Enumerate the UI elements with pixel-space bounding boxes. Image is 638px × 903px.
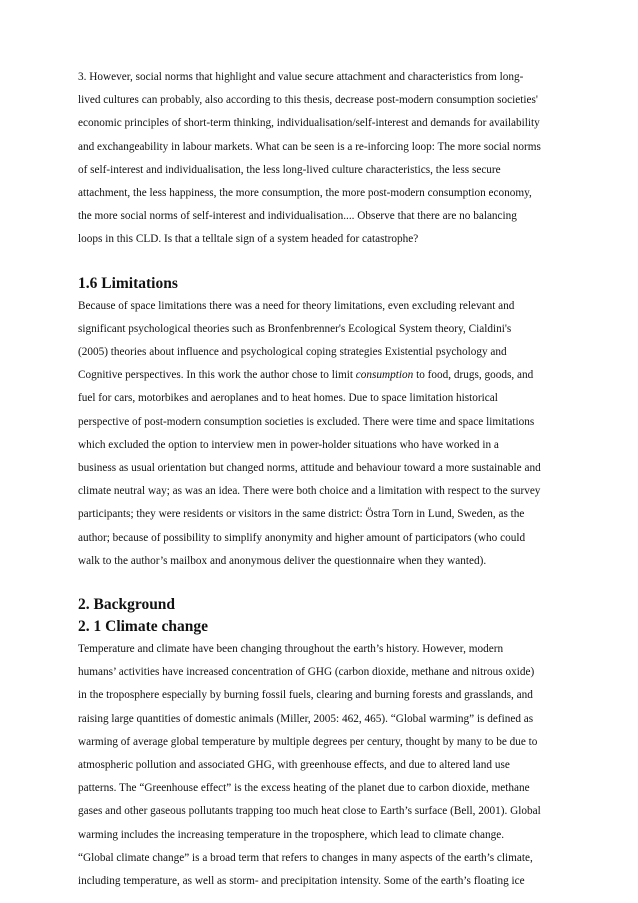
text-segment: Cognitive perspectives. In this work the author chose to limit — [78, 369, 353, 382]
text-line: author; because of possibility to simplify anonymity and higher amount of participators (who could — [78, 531, 526, 544]
text-line: gases and other gaseous pollutants trapping too much heat close to Earth’s surface (Bell, 2001). Global — [78, 805, 541, 818]
text-line: attachment, the less happiness, the more consumption, the more post-modern consumption economy, — [78, 187, 532, 200]
text-line: warming of average global temperature by multiple degrees per century, thought by many to be due to — [78, 735, 538, 748]
text-line: atmospheric pollution and associated GHG, with greenhouse effects, and due to altered land use — [78, 759, 510, 772]
text-line: lived cultures can probably, also according to this thesis, decrease post-modern consumption societies' — [78, 94, 538, 107]
text-line: loops in this CLD. Is that a telltale sign of a system headed for catastrophe? — [78, 233, 419, 246]
text-line: perspective of post-modern consumption societies is excluded. There were time and space limitations — [78, 415, 535, 428]
text-segment: to food, drugs, goods, and — [416, 369, 534, 382]
text-line: “Global climate change” is a broad term that refers to changes in many aspects of the earth’s climate, — [78, 851, 533, 864]
paragraph-limitations — [78, 295, 564, 573]
text-line — [78, 364, 564, 387]
text-line: which excluded the option to interview men in power-holder situations who have worked in a — [78, 438, 499, 451]
text-line: climate neutral way; as was an idea. There were both choice and a limitation with respect to the survey — [78, 485, 541, 498]
text-line: (2005) theories about influence and psychological coping strategies Existential psychology and — [78, 346, 507, 359]
text-line: and exchangeability in labour markets. What can be seen is a re-inforcing loop: The more social norms — [78, 140, 541, 153]
text-line: significant psychological theories such as Bronfenbrenner's Ecological System theory, Cialdini's — [78, 322, 512, 335]
text-line: participants; they were residents or visitors in the same district: Östra Torn in Lund, Sweden, as the — [78, 508, 525, 521]
sub-heading-climate-change: 2. 1 Climate change — [78, 618, 209, 636]
text-line: economic principles of short-term thinking, individualisation/self-interest and demands for availability — [78, 117, 540, 130]
document-page — [78, 66, 564, 893]
section-heading-background: 2. Background — [78, 596, 176, 614]
emphasis-consumption: consumption — [355, 369, 414, 382]
text-line: patterns. The “Greenhouse effect” is the excess heating of the planet due to carbon dioxide, methane — [78, 782, 530, 795]
text-line: 3. However, social norms that highlight and value secure attachment and characteristics from long- — [78, 71, 524, 83]
text-line: of self-interest and individualisation, the less long-lived culture characteristics, the less secure — [78, 163, 501, 176]
text-line: raising large quantities of domestic animals (Miller, 2005: 462, 465). “Global warming” is defined as — [78, 712, 534, 725]
text-line: fuel for cars, motorbikes and aeroplanes and to heat homes. Due to space limitation historical — [78, 392, 498, 405]
text-line: Because of space limitations there was a need for theory limitations, even excluding relevant and — [78, 299, 515, 312]
text-line: the more social norms of self-interest and individualisation.... Observe that there are no balancing — [78, 210, 517, 223]
paragraph-climate-change — [78, 638, 564, 893]
text-line: walk to the author’s mailbox and anonymous deliver the questionnaire when they wanted). — [78, 554, 487, 567]
text-line: warming includes the increasing temperature in the troposphere, which lead to climate change. — [78, 828, 505, 841]
text-line: Temperature and climate have been changing throughout the earth’s history. However, modern — [78, 643, 504, 656]
text-line: business as usual orientation but changed norms, attitude and behaviour toward a more sustainable and — [78, 462, 541, 475]
text-line: in the troposphere especially by burning fossil fuels, clearing and burning forests and grasslands, and — [78, 689, 533, 702]
text-line: humans’ activities have increased concentration of GHG (carbon dioxide, methane and nitrous oxide) — [78, 666, 535, 679]
section-heading-limitations: 1.6 Limitations — [78, 274, 178, 292]
paragraph-social-norms — [78, 66, 564, 252]
text-line: including temperature, as well as storm- and precipitation intensity. Some of the earth’s floating ice — [78, 875, 525, 888]
